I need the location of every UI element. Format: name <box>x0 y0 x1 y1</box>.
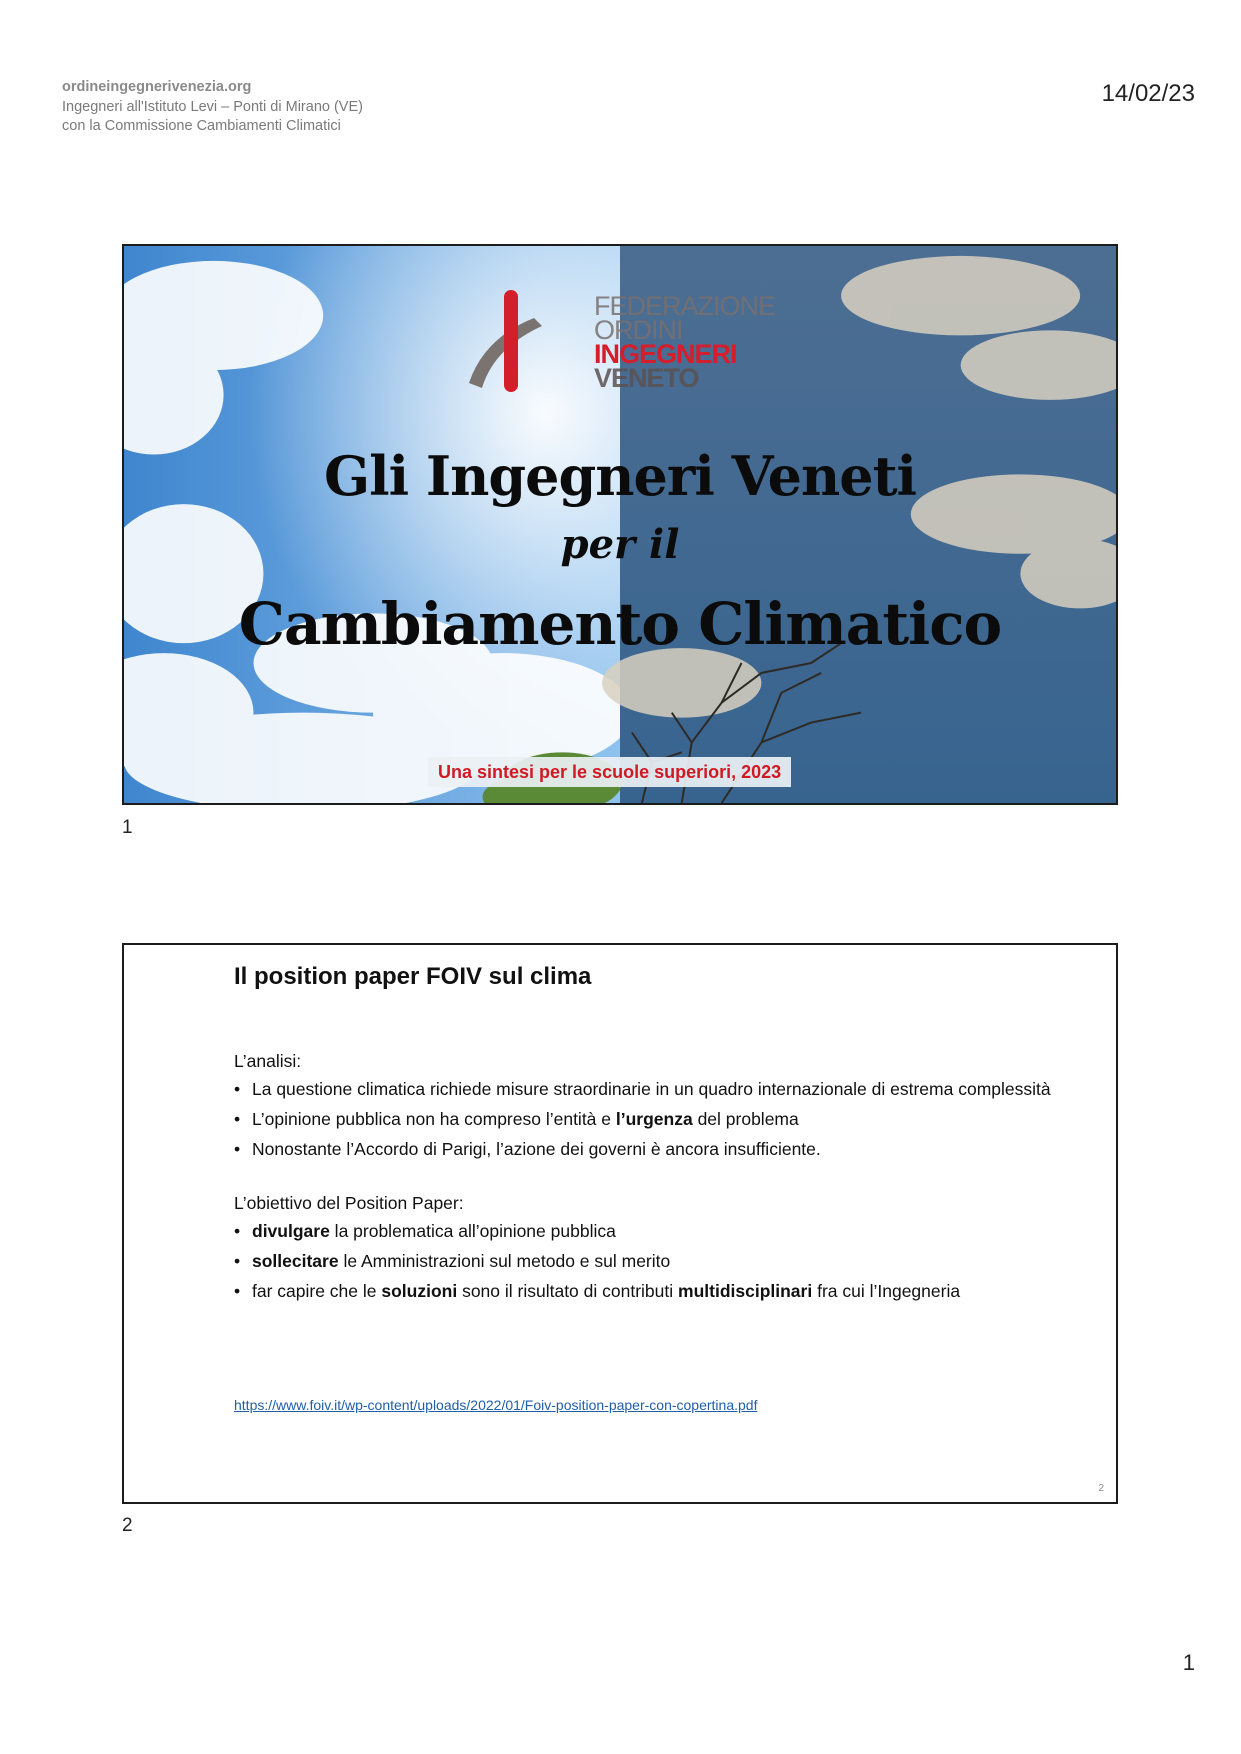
list-item: • L’opinione pubblica non ha compreso l’entità e l’urgenza del problema <box>234 1108 1054 1130</box>
header-date: 14/02/23 <box>1101 80 1195 107</box>
logo-line3: INGEGNERI <box>594 339 737 369</box>
logo-line2: ORDINI <box>594 315 683 345</box>
slide2-body <box>234 1050 1054 1310</box>
logo-line1: FEDERAZIONE <box>594 291 776 321</box>
slide1-title-line3: Cambiamento Climatico <box>238 590 1002 658</box>
slide2-inner-page-number: 2 <box>1098 1483 1104 1494</box>
header-line3: con la Commissione Cambiamenti Climatici <box>62 118 341 134</box>
foiv-logo-text <box>594 291 776 393</box>
analysis-list <box>234 1078 1054 1160</box>
list-item: • divulgare la problematica all’opinione pubblica <box>234 1220 1054 1242</box>
slide-2 <box>122 943 1118 1504</box>
slide1-title-line2: per il <box>560 521 680 568</box>
slide1-subtitle: Una sintesi per le scuole superiori, 2023 <box>428 757 791 787</box>
logo-line4: VENETO <box>594 363 699 393</box>
slide2-title: Il position paper FOIV sul clima <box>234 963 592 990</box>
page-number: 1 <box>1182 1650 1195 1675</box>
list-item: • sollecitare le Amministrazioni sul metodo e sul merito <box>234 1250 1054 1272</box>
objective-heading: L’obiettivo del Position Paper: <box>234 1193 464 1213</box>
header-line2: Ingegneri all'Istituto Levi – Ponti di Mirano (VE) <box>62 98 363 115</box>
list-item: • far capire che le soluzioni sono il risultato di contributi multidisciplinari fra cui l’Ingegneria <box>234 1280 1054 1302</box>
header-site: ordineingegnerivenezia.org <box>62 79 252 95</box>
slide-number-1: 1 <box>122 817 133 838</box>
slide-1 <box>122 244 1118 805</box>
list-item: • Nonostante l’Accordo di Parigi, l’azione dei governi è ancora insufficiente. <box>234 1138 1054 1160</box>
list-item: • La questione climatica richiede misure straordinarie in un quadro internazionale di estrema complessità <box>234 1078 1054 1100</box>
page-header <box>62 78 363 137</box>
objective-list <box>234 1220 1054 1302</box>
slide1-title-line1: Gli Ingegneri Veneti <box>323 444 917 508</box>
analysis-heading: L’analisi: <box>234 1051 302 1071</box>
position-paper-link[interactable]: https://www.foiv.it/wp-content/uploads/2022/01/Foiv-position-paper-con-copertina.pdf <box>234 1397 758 1413</box>
slide-number-2: 2 <box>122 1515 133 1536</box>
